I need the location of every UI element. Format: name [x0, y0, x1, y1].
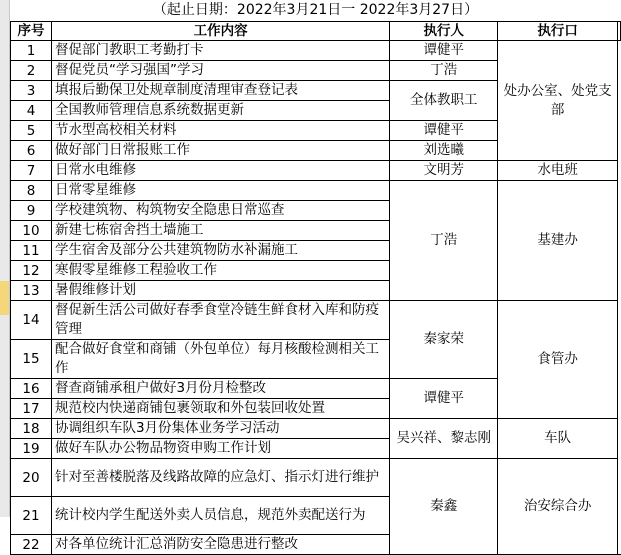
header-blank[interactable] [617, 22, 620, 41]
date-range-title: （起止日期：2022年3月21日一 2022年3月27日） [152, 2, 479, 18]
table-row [11, 41, 621, 61]
cell-no[interactable]: 8 [11, 181, 52, 201]
cell-task[interactable]: 规范校内快递商铺包裹领取和外包装回收处置 [51, 399, 389, 419]
header-person[interactable]: 执行人 [390, 22, 498, 41]
cell-no[interactable]: 18 [11, 419, 52, 439]
cell-task[interactable]: 学生宿舍及部分公共建筑物防水补漏施工 [51, 241, 389, 261]
cell-person[interactable]: 丁浩 [390, 61, 498, 81]
table-row [11, 419, 621, 439]
cell-no[interactable]: 22 [11, 535, 52, 555]
cell-task[interactable]: 对各单位统计汇总消防安全隐患进行整改 [51, 535, 389, 555]
cell-no[interactable]: 7 [11, 161, 52, 181]
cell-no[interactable]: 10 [11, 221, 52, 241]
cell-person[interactable]: 谭健平 [390, 379, 498, 419]
table-row [11, 161, 621, 181]
cell-no[interactable]: 12 [11, 261, 52, 281]
cell-person[interactable]: 秦鑫 [390, 459, 498, 555]
cell-no[interactable]: 11 [11, 241, 52, 261]
cell-no[interactable]: 21 [11, 497, 52, 535]
cell-no[interactable]: 16 [11, 379, 52, 399]
cell-task[interactable]: 暑假维修计划 [51, 281, 389, 301]
cell-task[interactable]: 督促党员“学习强国”学习 [51, 61, 389, 81]
cell-person[interactable]: 谭健平 [390, 41, 498, 61]
header-row [11, 22, 621, 41]
cell-no[interactable]: 2 [11, 61, 52, 81]
cell-task[interactable]: 督查商铺承租户做好3月份月检整改 [51, 379, 389, 399]
row-header-bar[interactable] [0, 0, 10, 517]
cell-person[interactable]: 吴兴祥、黎志刚 [390, 419, 498, 459]
cell-person[interactable]: 刘选曦 [390, 141, 498, 161]
cell-task[interactable]: 协调组织车队3月份集体业务学习活动 [51, 419, 389, 439]
cell-person[interactable]: 秦家荣 [390, 301, 498, 379]
cell-unit[interactable]: 处办公室、处党支部 [498, 41, 618, 161]
cell-unit[interactable]: 水电班 [498, 161, 618, 181]
cell-no[interactable]: 14 [11, 301, 52, 340]
header-no[interactable]: 序号 [11, 22, 52, 41]
cell-no[interactable]: 9 [11, 201, 52, 221]
table-row [11, 301, 621, 340]
cell-person[interactable]: 丁浩 [390, 181, 498, 301]
cell-task[interactable]: 寒假零星维修工程验收工作 [51, 261, 389, 281]
cell-task[interactable]: 全国教师管理信息系统数据更新 [51, 101, 389, 121]
cell-task[interactable]: 新建七栋宿舍挡土墙施工 [51, 221, 389, 241]
cell-task[interactable]: 督促部门教职工考勤打卡 [51, 41, 389, 61]
cell-no[interactable]: 6 [11, 141, 52, 161]
table-row [11, 181, 621, 201]
cell-person[interactable]: 文明芳 [390, 161, 498, 181]
cell-task[interactable]: 做好车队办公物品物资申购工作计划 [51, 439, 389, 459]
cell-no[interactable]: 5 [11, 121, 52, 141]
cell-task[interactable]: 日常水电维修 [51, 161, 389, 181]
cell-person[interactable]: 谭健平 [390, 121, 498, 141]
table-row [11, 459, 621, 497]
cell-task[interactable]: 学校建筑物、构筑物安全隐患日常巡查 [51, 201, 389, 221]
cell-task[interactable]: 节水型高校相关材料 [51, 121, 389, 141]
cell-task[interactable]: 日常零星维修 [51, 181, 389, 201]
cell-unit[interactable]: 车队 [498, 419, 618, 459]
cell-unit[interactable]: 治安综合办 [498, 459, 618, 555]
cell-no[interactable]: 1 [11, 41, 52, 61]
cell-no[interactable]: 19 [11, 439, 52, 459]
cell-no[interactable]: 4 [11, 101, 52, 121]
header-task[interactable]: 工作内容 [51, 22, 389, 41]
cell-no[interactable]: 3 [11, 81, 52, 101]
cell-task[interactable]: 针对至善楼脱落及线路故障的应急灯、指示灯进行维护 [51, 459, 389, 497]
task-table [10, 21, 621, 555]
cell-no[interactable]: 15 [11, 340, 52, 379]
cell-person[interactable]: 全体教职工 [390, 81, 498, 121]
cell-no[interactable]: 20 [11, 459, 52, 497]
cell-task[interactable]: 配合做好食堂和商铺（外包单位）每月核酸检测相关工作 [51, 340, 389, 379]
cell-unit[interactable]: 基建办 [498, 181, 618, 301]
cell-task[interactable]: 统计校内学生配送外卖人员信息，规范外卖配送行为 [51, 497, 389, 535]
cell-no[interactable]: 17 [11, 399, 52, 419]
cell-task[interactable]: 做好部门日常报账工作 [51, 141, 389, 161]
selected-row-indicator [0, 281, 9, 315]
cell-unit[interactable]: 食管办 [498, 301, 618, 419]
header-unit[interactable]: 执行口 [498, 22, 618, 41]
cell-task[interactable]: 填报后勤保卫处规章制度清理审查登记表 [51, 81, 389, 101]
cell-task[interactable]: 督促新生活公司做好春季食堂冷链生鲜食材入库和防疫管理 [51, 301, 389, 340]
cell-no[interactable]: 13 [11, 281, 52, 301]
